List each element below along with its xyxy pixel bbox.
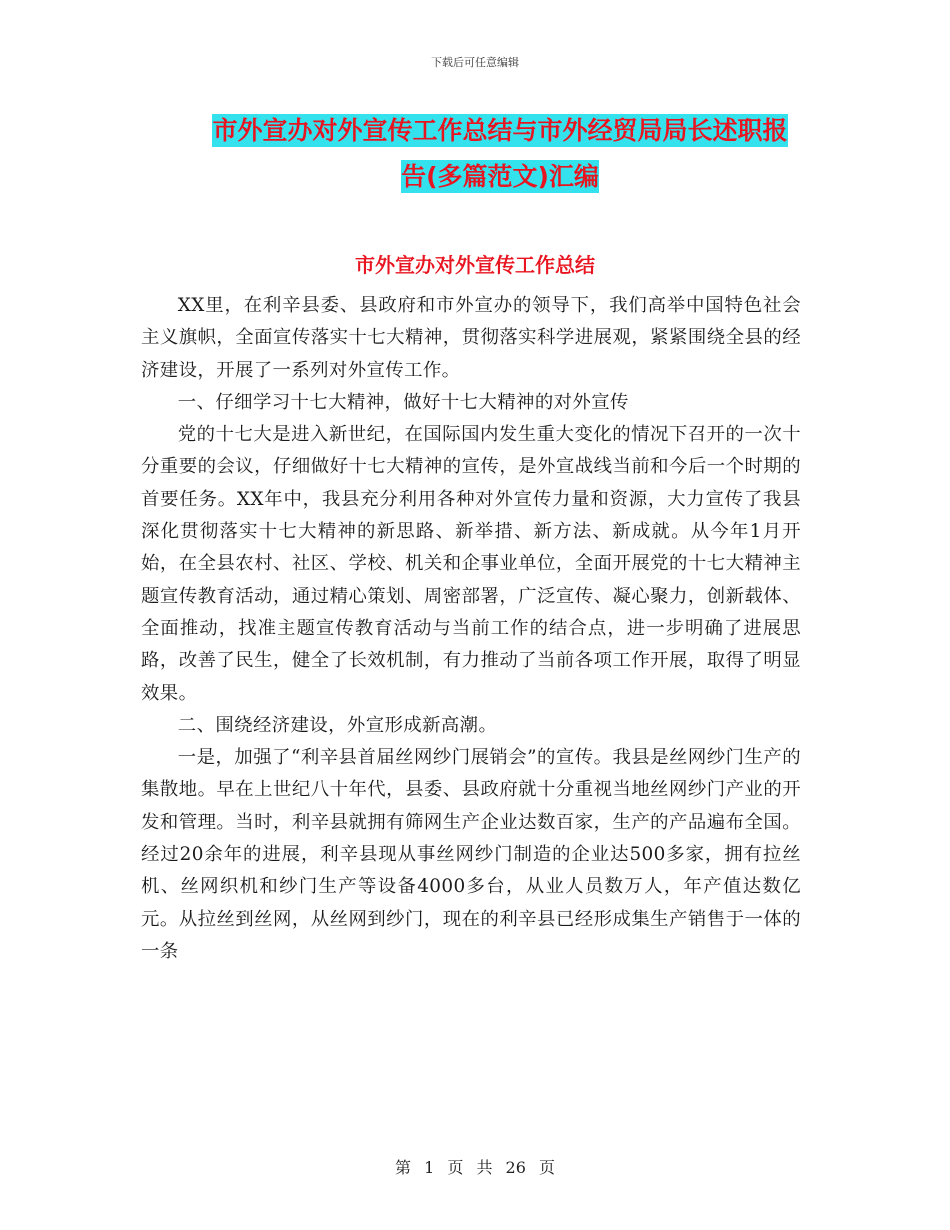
body-text xyxy=(141,290,801,968)
document-title-line-2: 告(多篇范文)汇编 xyxy=(401,162,599,191)
document-title-line-1: 市外宣办对外宣传工作总结与市外经贸局局长述职报 xyxy=(212,116,788,145)
section-title: 市外宣办对外宣传工作总结 xyxy=(355,253,595,277)
page-footer: 第 1 页 共 26 页 xyxy=(395,1158,555,1177)
document-title xyxy=(100,108,900,200)
paragraph-body-2: 一是，加强了“利辛县首届丝网纱门展销会”的宣传。我县是丝网纱门生产的集散地。早在上世纪八十年代，县委、县政府就十分重视当地丝网纱门产业的开发和管理。当时，利辛县就拥有筛网生产企业达数百家，生产的产品遍布全国。经过20余年的进展，利辛县现从事丝网纱门制造的企业达500多家，拥有拉丝机、丝网织机和纱门生产等设备4000多台，从业人员数万人，年产值达数亿元。从拉丝到丝网，从丝网到纱门，现在的利辛县已经形成集生产销售于一体的一条 xyxy=(141,747,801,962)
paragraph-heading-1: 一、仔细学习十七大精神，做好十七大精神的对外宣传 xyxy=(177,391,629,413)
header-note: 下载后可任意编辑 xyxy=(431,56,519,69)
paragraph-intro: XX里，在利辛县委、县政府和市外宣办的领导下，我们高举中国特色社会主义旗帜，全面宣传落实十七大精神，贯彻落实科学进展观，紧紧围绕全县的经济建设，开展了一系列对外宣传工作。 xyxy=(141,295,801,381)
paragraph-heading-2: 二、围绕经济建设，外宣形成新高潮。 xyxy=(177,714,498,736)
paragraph-body-1: 党的十七大是进入新世纪，在国际国内发生重大变化的情况下召开的一次十分重要的会议，仔细做好十七大精神的宣传，是外宣战线当前和今后一个时期的首要任务。XX年中，我县充分利用各种对外宣传力量和资源，大力宣传了我县深化贯彻落实十七大精神的新思路、新举措、新方法、新成就。从今年1月开始，在全县农村、社区、学校、机关和企事业单位，全面开展党的十七大精神主题宣传教育活动，通过精心策划、周密部署，广泛宣传、凝心聚力，创新载体、全面推动，找准主题宣传教育活动与当前工作的结合点，进一步明确了进展思路，改善了民生，健全了长效机制，有力推动了当前各项工作开展，取得了明显效果。 xyxy=(141,424,801,704)
